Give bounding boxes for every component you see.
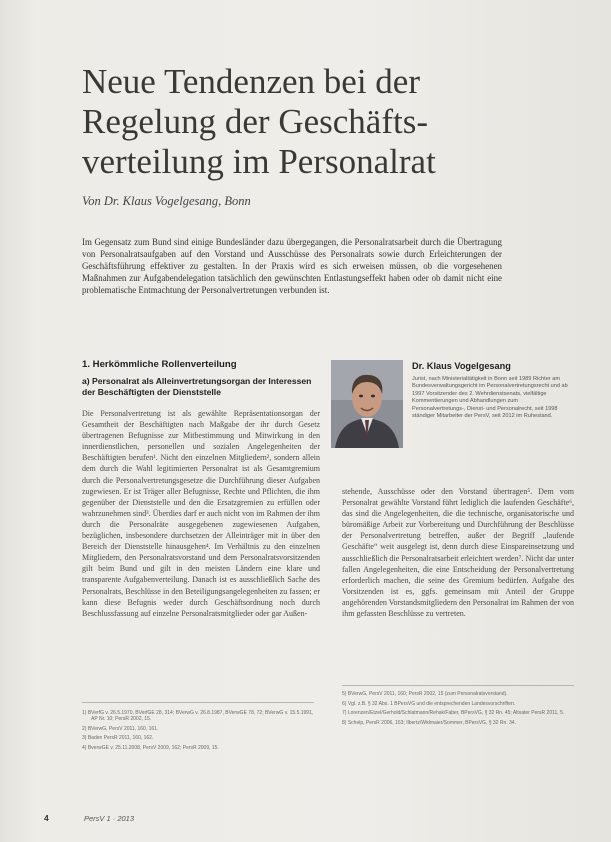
page-number: 4 — [44, 813, 49, 823]
bio-text: Jurist, nach Ministerialtätigkeit in Bonn seit 1989 Richter am Bundesverwaltungsgericht im Personalvertretungsrecht und ab 1997 Vorsitzender des 2. Wehrdienstsenats, vielfältige Kommentierungen und Abhandlungen zum Personalvertretungs-, Dienst- und Personalrecht, seit 1998 ständiger Mitarbeiter der PersV, seit 2012 im Ruhestand. — [412, 376, 568, 420]
footnote-item: 7) Lorenzen/Etzel/Gerhold/Schlatmann/Rehak/Faber, BPersVG, § 32 Rn. 45; Altvater PersR 2011, 5. — [342, 710, 565, 717]
body-column-left: Die Personalvertretung ist als gewählte Repräsentationsorgan der Gesamtheit der Beschäftigten nach Maßgabe der ihr durch Gesetz übertragenen Befugnisse zur Mitbestimmung und Mitwirkung in den innerdienstlichen, personellen und sozialen Angelegenheiten der Beschäftigten berufen¹. Nicht den einzelnen Mitgliedern², sondern allein dem durch die Wahl legitimierten Personalrat ist als Gesamtgremium durch die Personalvertretungsgesetze die Durchführung dieser Aufgaben zugewiesen. Er ist Träger aller Befugnisse, Rechte und Pflichten, die ihm gegenüber der Dienststelle und den die Ersatzgremien zu erfüllen oder wahrzunehmen sind³. Überdies darf er auch nicht von im Rahmen der ihm durch die Personalräte ausgegebenen zugewiesenen Aufgaben, bezüglichen, insbesondere durchsetzen der Alleinträger mit in über den Bereich der Dienststelle hinausgehen⁴. Im Verhältnis zu den einzelnen Mitgliedern, den Personalratsvorstand und dem Personalratsvorsitzenden gilt beim Bund und gilt in den meisten Ländern eine klare und transparente Aufgabenverteilung. Danach ist es ausschließlich Sache des Personalrats, Beschlüsse in den Beteiligungsangelegenheiten zu fassen; er kann diese Befugnis weder durch Geschäftsordnung noch durch Beschlussfassung auf einzelne Personalratsmitglieder oder gar Außen- — [82, 409, 320, 618]
footnote-divider-right — [342, 685, 574, 686]
footnote-item: 3) Baden PersR 2011, 160, 162. — [82, 735, 154, 742]
footnote-divider-left — [82, 702, 314, 703]
footnote-item: 4) BverwGE v. 25.11.2008, PersV 2009, 162; PersR 2009, 15. — [82, 744, 219, 751]
footnote-item: 8) Schelp, PersR 2006, 163; Ilbertz/Widmaier/Sommer, BPersVG, § 32 Rn. 34. — [342, 719, 516, 726]
footnote-item: 1) BVerfG v. 26.5.1970, BVerfGE 28, 314; BVerwG v. 26.8.1987, BVerwGE 78, 72; BVerwG v. 15.5.1991, AP Nr. 10; PersR 2002, 15. — [82, 710, 314, 723]
journal-footer: PersV 1 · 2013 — [84, 814, 135, 823]
author-byline: Von Dr. Klaus Vogelgesang, Bonn — [82, 194, 251, 208]
footnotes-left — [82, 710, 314, 755]
author-portrait-image — [331, 360, 403, 448]
section-heading: 1. Herkömmliche Rollenverteilung — [82, 359, 237, 370]
section-subheading: a) Personalrat als Alleinvertretungsorgan der Interessen der Beschäftigten der Dienststelle — [82, 376, 312, 397]
article-title — [82, 62, 542, 182]
title-line: Regelung der Geschäfts- — [82, 102, 428, 141]
bio-name: Dr. Klaus Vogelgesang — [412, 361, 511, 371]
body-column-right: stehende, Ausschüsse oder den Vorstand übertragen⁵. Dem vom Personalrat gewählte Vorstand führt lediglich die laufenden Geschäfte⁶, das sind die Angelegenheiten, die die technische, organisatorische und büromäßige Arbeit zur Vorbereitung und Durchführung der Beschlüsse der Personalvertretung betreffen, außer der Begriff „laufende Geschäfte“ weit ausgelegt ist, denn durch diese Einspareinsetzung und ausschließlich die Personalratsarbeit erleichtert werden⁷. Nicht dar unter fallen Angelegenheiten, die eine Entscheidung der Personalvertretung erforderlich machen, die seine des Gremium bedürfen. Aufgabe des Vorsitzenden ist es, ggfs. gemeinsam mit Anteil der Gruppe angehörenden Vorstandsmitgliedern den Personalrat im Rahmen der von ihm gefassten Beschlüsse zu vertreten. — [342, 487, 574, 619]
footnote-item: 5) BVerwG, PersV 2011, 160; PersR 2002, 15 (zum Personalratsvorstand). — [342, 691, 508, 697]
title-line: Neue Tendenzen bei der — [82, 62, 420, 101]
footnote-item: 2) BVerwG, PersV 2011, 160, 161. — [82, 725, 159, 732]
article-lead: Im Gegensatz zum Bund sind einige Bundesländer dazu übergegangen, die Personalratsarbeit durch die Übertragung von Personalratsaufgaben auf den Vorstand und Ausschüsse des Personalrats sowie durch Erleichterungen der Geschäftsführung effektiver zu gestalten. In der Praxis wird es sich erweisen müssen, ob die vorgesehenen Maßnahmen zur Aufgabendelegation tatsächlich den gewünschten Entlastungseffekt haben oder ob damit nicht eine problematische Entmachtung der Personalvertretungen verbunden ist. — [82, 237, 502, 295]
title-line: verteilung im Personalrat — [82, 142, 436, 181]
footnote-item: 6) Vgl. z.B. § 32 Abs. 1 BPersVG und die entsprechenden Landesvorschriften. — [342, 700, 516, 707]
footnotes-right — [342, 691, 574, 729]
author-photo — [331, 360, 403, 448]
